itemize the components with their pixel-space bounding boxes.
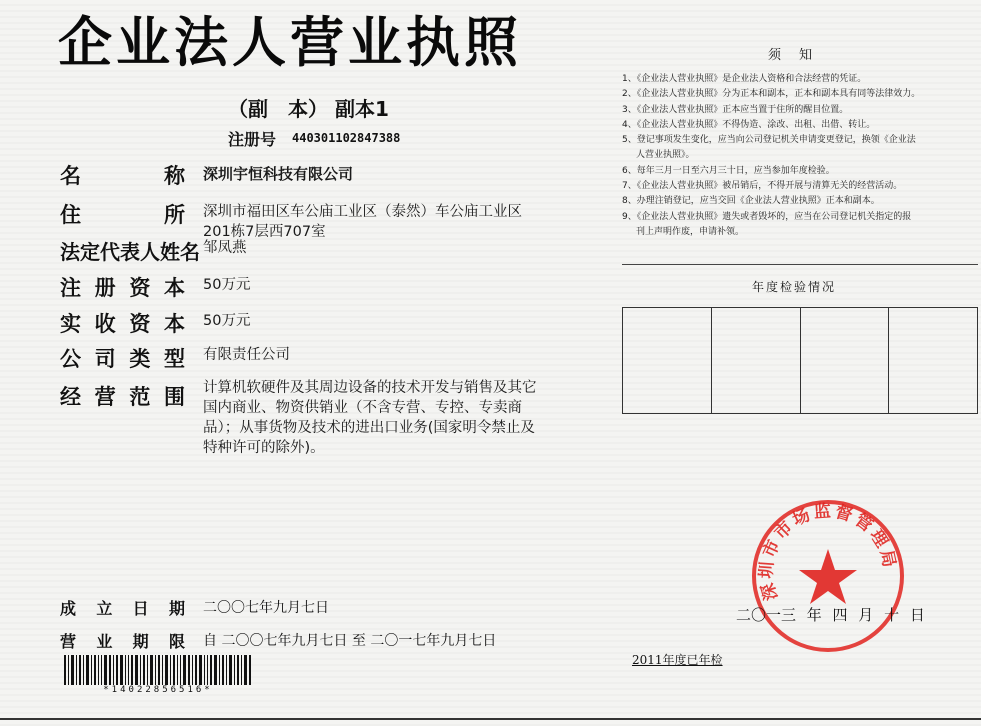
document-title: 企业法人营业执照 — [58, 11, 522, 74]
annual-inspection-table — [622, 307, 978, 414]
business-term-label: 营业期限 — [60, 632, 185, 651]
field-label-business-scope: 经营范围 — [60, 385, 185, 409]
annual-inspection-cell — [623, 308, 712, 413]
registration-number: 440301102847388 — [292, 131, 401, 145]
copy-number: 副本1 — [334, 97, 389, 121]
established-date-value: 二〇〇七年九月七日 — [203, 600, 329, 616]
barcode-image — [64, 655, 252, 685]
field-value-name: 深圳宇恒科技有限公司 — [203, 165, 354, 183]
official-seal-stamp — [748, 496, 908, 656]
registration-label: 注册号 — [228, 130, 277, 149]
notice-item: 2、《企业法人营业执照》分为正本和副本，正本和副本具有同等法律效力。 — [622, 89, 921, 100]
notice-list — [622, 72, 972, 240]
barcode-number: *14022856516* — [103, 685, 213, 695]
field-value-business-scope: 计算机软硬件及其周边设备的技术开发与销售及其它国内商业、物资供销业（不含专营、专控、专卖商品）；从事货物及技术的进出口业务(国家明令禁止及特种许可的除外)。 — [203, 380, 537, 456]
notice-item: 4、《企业法人营业执照》不得伪造、涂改、出租、出借、转让。 — [622, 119, 876, 130]
notice-item: 7、《企业法人营业执照》被吊销后，不得开展与清算无关的经营活动。 — [622, 181, 903, 192]
notice-item: 6、每年三月一日至六月三十日，应当参加年度检验。 — [622, 165, 835, 176]
field-label-paid-capital: 实收资本 — [60, 312, 185, 336]
annual-check-note: 2011年度已年检 — [632, 653, 723, 667]
established-date-label: 成立日期 — [60, 599, 185, 618]
business-term-value: 自 二〇〇七年九月七日 至 二〇一七年九月七日 — [203, 633, 497, 649]
annual-inspection-cell — [712, 308, 801, 413]
notice-item: 8、办理注销登记，应当交回《企业法人营业执照》正本和副本。 — [622, 196, 880, 207]
notice-item: 5、登记事项发生变化，应当向公司登记机关申请变更登记，换领《企业法 — [622, 135, 916, 146]
field-label-address: 住 所 — [60, 203, 185, 227]
field-value-address: 深圳市福田区车公庙工业区（泰然）车公庙工业区201栋7层西707室 — [203, 204, 522, 240]
field-label-registered-capital: 注册资本 — [60, 276, 185, 300]
page-bottom-edge — [0, 718, 981, 720]
notice-title: 须知 — [768, 48, 831, 63]
copy-type-label: （副 本） — [228, 97, 328, 121]
field-label-legal-representative: 法定代表人姓名 — [60, 240, 200, 264]
field-value-company-type: 有限责任公司 — [203, 347, 290, 363]
field-label-company-type: 公司类型 — [60, 347, 185, 371]
notice-item: 9、《企业法人营业执照》遗失或者毁坏的，应当在公司登记机关指定的报 — [622, 211, 912, 222]
annual-inspection-cell — [889, 308, 977, 413]
svg-text:深圳市市场监督管理局: 深圳市市场监督管理局 — [756, 501, 900, 603]
notice-item: 刊上声明作废，申请补领。 — [636, 226, 745, 237]
copy-type — [228, 93, 389, 122]
field-value-registered-capital: 50万元 — [203, 277, 251, 293]
issue-date: 二〇一三 年 四 月 十 日 — [736, 606, 925, 624]
notice-item: 3、《企业法人营业执照》正本应当置于住所的醒目位置。 — [622, 104, 849, 115]
notice-item: 1、《企业法人营业执照》是企业法人资格和合法经营的凭证。 — [622, 74, 867, 84]
notice-divider — [622, 264, 978, 265]
field-label-name: 名 称 — [60, 164, 185, 188]
annual-inspection-cell — [801, 308, 890, 413]
annual-inspection-title: 年度检验情况 — [752, 280, 837, 294]
field-value-legal-representative: 邹凤燕 — [203, 240, 247, 256]
field-value-paid-capital: 50万元 — [203, 313, 251, 329]
notice-item: 人营业执照》。 — [636, 150, 695, 161]
